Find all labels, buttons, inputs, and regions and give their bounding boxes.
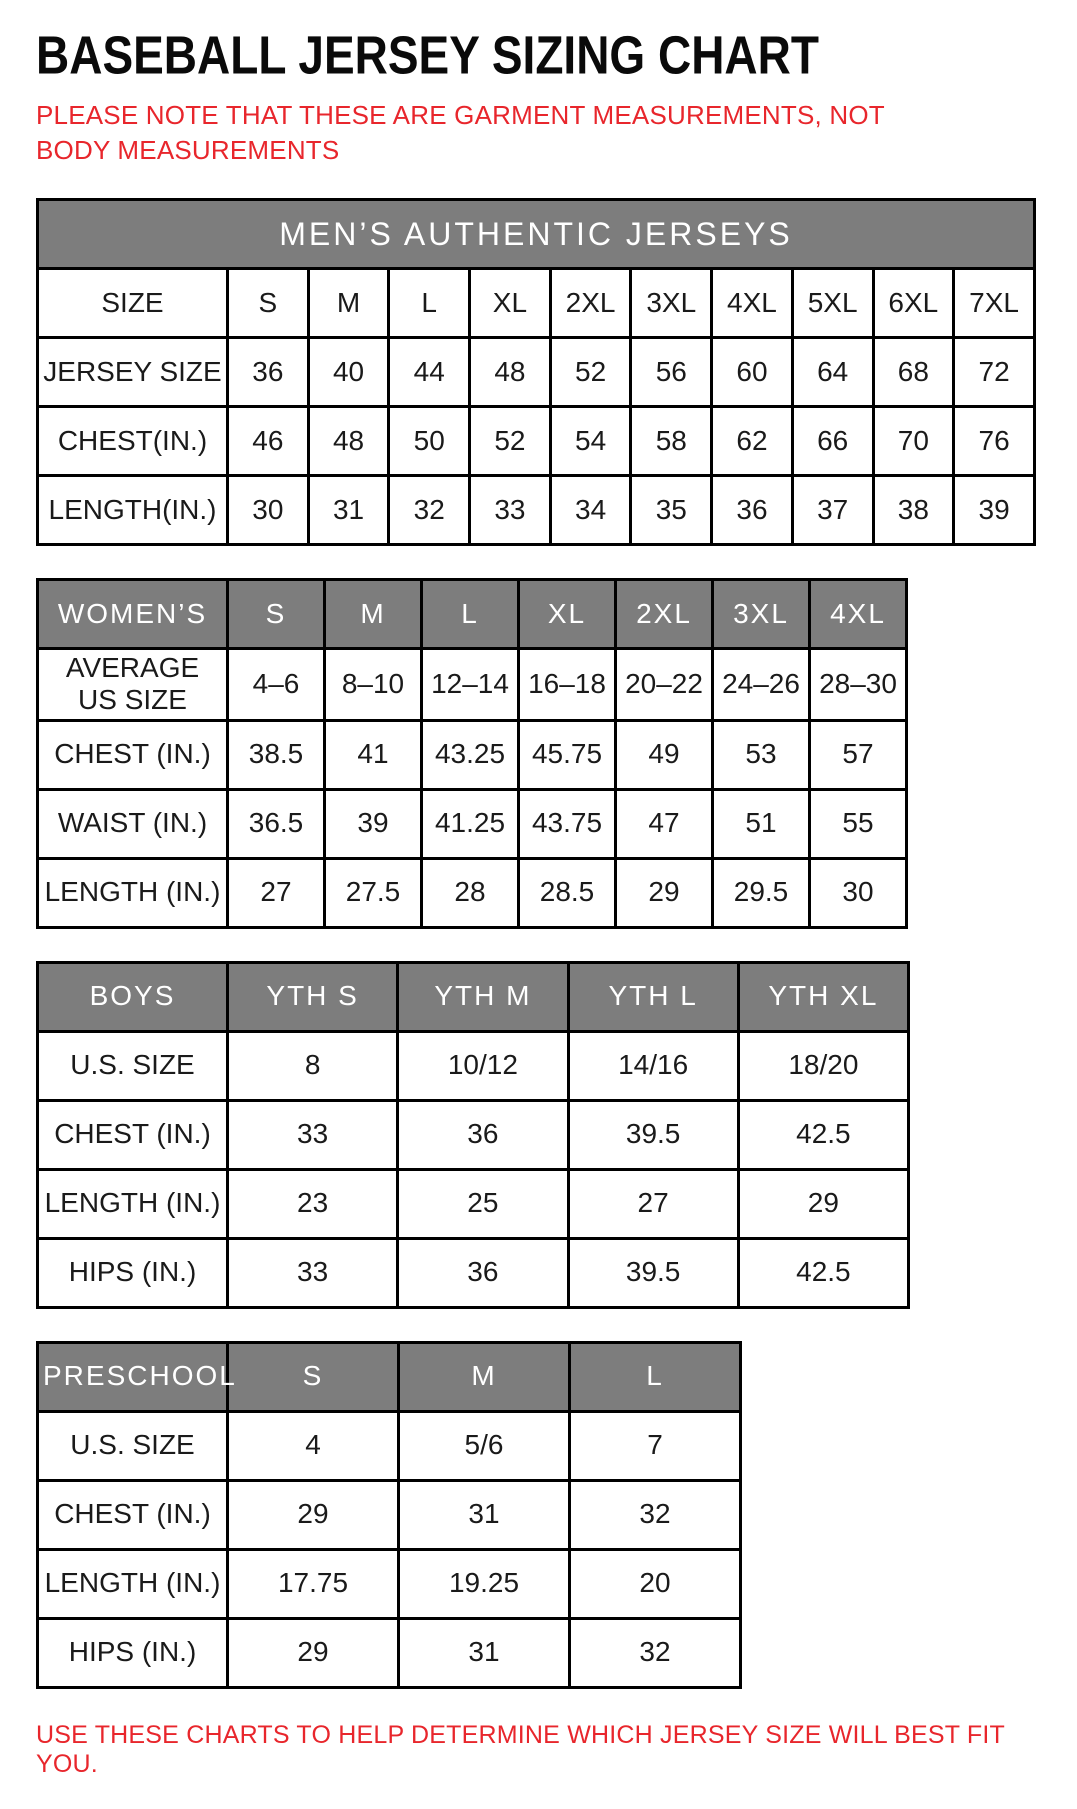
size-column-header: L: [570, 1342, 741, 1411]
size-cell: 30: [228, 476, 309, 545]
size-column-header: YTH S: [228, 962, 398, 1031]
size-cell: 24–26: [713, 649, 810, 720]
size-cell: 31: [399, 1618, 570, 1687]
size-cell: 5/6: [399, 1411, 570, 1480]
size-cell: 29: [228, 1618, 399, 1687]
size-cell: 6XL: [873, 269, 954, 338]
table-row: [38, 720, 907, 789]
size-cell: 46: [228, 407, 309, 476]
table-row: [38, 1480, 741, 1549]
size-cell: 29: [738, 1169, 908, 1238]
size-cell: 20–22: [616, 649, 713, 720]
size-cell: L: [389, 269, 470, 338]
row-label: CHEST(IN.): [38, 407, 228, 476]
size-cell: 36.5: [228, 789, 325, 858]
table-header-row: [38, 580, 907, 649]
size-cell: XL: [470, 269, 551, 338]
size-cell: 48: [470, 338, 551, 407]
row-label: CHEST (IN.): [38, 1100, 228, 1169]
size-cell: 44: [389, 338, 470, 407]
size-cell: 12–14: [422, 649, 519, 720]
size-cell: 55: [810, 789, 907, 858]
size-cell: 5XL: [792, 269, 873, 338]
size-cell: 29: [616, 858, 713, 927]
row-label: U.S. SIZE: [38, 1031, 228, 1100]
size-cell: 31: [399, 1480, 570, 1549]
row-label: SIZE: [38, 269, 228, 338]
size-cell: 37: [792, 476, 873, 545]
size-cell: 45.75: [519, 720, 616, 789]
table-title: MEN’S AUTHENTIC JERSEYS: [38, 200, 1035, 269]
table-header-row: [38, 962, 909, 1031]
size-cell: 8: [228, 1031, 398, 1100]
size-cell: 72: [954, 338, 1035, 407]
size-cell: 35: [631, 476, 712, 545]
row-label: WAIST (IN.): [38, 789, 228, 858]
table-row: [38, 858, 907, 927]
size-cell: 33: [228, 1100, 398, 1169]
table-row: [38, 1411, 741, 1480]
size-cell: 25: [398, 1169, 568, 1238]
table-header-label: PRESCHOOL: [38, 1342, 228, 1411]
size-cell: 3XL: [631, 269, 712, 338]
size-cell: 41: [325, 720, 422, 789]
table-row: [38, 1549, 741, 1618]
size-cell: 36: [398, 1238, 568, 1307]
size-cell: 18/20: [738, 1031, 908, 1100]
size-cell: 36: [228, 338, 309, 407]
row-label: LENGTH (IN.): [38, 858, 228, 927]
size-cell: 53: [713, 720, 810, 789]
footer-note: USE THESE CHARTS TO HELP DETERMINE WHICH JERSEY SIZE WILL BEST FIT YOU.: [36, 1720, 1005, 1778]
size-cell: 70: [873, 407, 954, 476]
size-cell: S: [228, 269, 309, 338]
size-cell: 4: [228, 1411, 399, 1480]
size-column-header: S: [228, 1342, 399, 1411]
size-cell: 38: [873, 476, 954, 545]
row-label: LENGTH (IN.): [38, 1169, 228, 1238]
size-cell: 60: [712, 338, 793, 407]
size-cell: 4–6: [228, 649, 325, 720]
size-cell: 27: [568, 1169, 738, 1238]
size-cell: 4XL: [712, 269, 793, 338]
size-column-header: YTH M: [398, 962, 568, 1031]
row-label: CHEST (IN.): [38, 1480, 228, 1549]
size-cell: 52: [470, 407, 551, 476]
size-cell: 32: [570, 1480, 741, 1549]
size-cell: 47: [616, 789, 713, 858]
row-label: LENGTH(IN.): [38, 476, 228, 545]
table-row: [38, 1169, 909, 1238]
size-cell: 48: [308, 407, 389, 476]
size-cell: 49: [616, 720, 713, 789]
size-cell: 36: [398, 1100, 568, 1169]
table-row: [38, 476, 1035, 545]
mens-sizing-table: [36, 198, 1036, 546]
table-row: [38, 649, 907, 720]
size-cell: 33: [470, 476, 551, 545]
size-cell: 56: [631, 338, 712, 407]
size-cell: 38.5: [228, 720, 325, 789]
size-cell: 17.75: [228, 1549, 399, 1618]
size-column-header: 3XL: [713, 580, 810, 649]
size-column-header: 4XL: [810, 580, 907, 649]
row-label: LENGTH (IN.): [38, 1549, 228, 1618]
row-label: JERSEY SIZE: [38, 338, 228, 407]
table-row: [38, 269, 1035, 338]
size-cell: 27: [228, 858, 325, 927]
size-cell: 28: [422, 858, 519, 927]
page-title: BASEBALL JERSEY SIZING CHART: [36, 24, 819, 86]
size-cell: 19.25: [399, 1549, 570, 1618]
size-cell: 29.5: [713, 858, 810, 927]
table-row: [38, 1031, 909, 1100]
table-title-row: [38, 200, 1035, 269]
size-cell: 33: [228, 1238, 398, 1307]
size-column-header: YTH L: [568, 962, 738, 1031]
size-cell: 31: [308, 476, 389, 545]
size-cell: 30: [810, 858, 907, 927]
size-cell: 2XL: [550, 269, 631, 338]
size-cell: 20: [570, 1549, 741, 1618]
size-cell: 41.25: [422, 789, 519, 858]
preschool-sizing-table: [36, 1341, 742, 1689]
size-cell: 68: [873, 338, 954, 407]
size-column-header: M: [399, 1342, 570, 1411]
size-cell: 32: [570, 1618, 741, 1687]
size-cell: 29: [228, 1480, 399, 1549]
size-cell: 39: [325, 789, 422, 858]
table-header-row: [38, 1342, 741, 1411]
size-cell: 62: [712, 407, 793, 476]
row-label: HIPS (IN.): [38, 1618, 228, 1687]
size-cell: M: [308, 269, 389, 338]
size-column-header: L: [422, 580, 519, 649]
size-column-header: YTH XL: [738, 962, 908, 1031]
size-cell: 27.5: [325, 858, 422, 927]
boys-sizing-table: [36, 961, 910, 1309]
size-cell: 28.5: [519, 858, 616, 927]
size-cell: 7XL: [954, 269, 1035, 338]
size-cell: 8–10: [325, 649, 422, 720]
row-label: CHEST (IN.): [38, 720, 228, 789]
size-column-header: 2XL: [616, 580, 713, 649]
row-label: HIPS (IN.): [38, 1238, 228, 1307]
size-cell: 54: [550, 407, 631, 476]
size-cell: 42.5: [738, 1100, 908, 1169]
size-cell: 66: [792, 407, 873, 476]
size-cell: 43.25: [422, 720, 519, 789]
size-column-header: XL: [519, 580, 616, 649]
table-header-label: WOMEN’S: [38, 580, 228, 649]
table-row: [38, 1618, 741, 1687]
size-cell: 51: [713, 789, 810, 858]
size-cell: 43.75: [519, 789, 616, 858]
size-cell: 16–18: [519, 649, 616, 720]
size-column-header: S: [228, 580, 325, 649]
row-label: U.S. SIZE: [38, 1411, 228, 1480]
garment-measurement-note: PLEASE NOTE THAT THESE ARE GARMENT MEASUREMENTS, NOT BODY MEASUREMENTS: [36, 100, 885, 166]
size-column-header: M: [325, 580, 422, 649]
size-cell: 28–30: [810, 649, 907, 720]
table-header-label: BOYS: [38, 962, 228, 1031]
size-cell: 10/12: [398, 1031, 568, 1100]
size-cell: 39.5: [568, 1100, 738, 1169]
table-row: [38, 338, 1035, 407]
size-cell: 42.5: [738, 1238, 908, 1307]
size-cell: 36: [712, 476, 793, 545]
table-row: [38, 1238, 909, 1307]
size-cell: 50: [389, 407, 470, 476]
size-cell: 57: [810, 720, 907, 789]
womens-sizing-table: [36, 578, 908, 928]
size-cell: 23: [228, 1169, 398, 1238]
table-row: [38, 1100, 909, 1169]
size-cell: 40: [308, 338, 389, 407]
size-cell: 14/16: [568, 1031, 738, 1100]
size-cell: 58: [631, 407, 712, 476]
size-cell: 39.5: [568, 1238, 738, 1307]
size-cell: 7: [570, 1411, 741, 1480]
size-cell: 34: [550, 476, 631, 545]
size-cell: 76: [954, 407, 1035, 476]
size-cell: 64: [792, 338, 873, 407]
size-cell: 39: [954, 476, 1035, 545]
table-row: [38, 789, 907, 858]
table-row: [38, 407, 1035, 476]
size-cell: 52: [550, 338, 631, 407]
row-label: AVERAGE US SIZE: [38, 649, 228, 720]
size-cell: 32: [389, 476, 470, 545]
